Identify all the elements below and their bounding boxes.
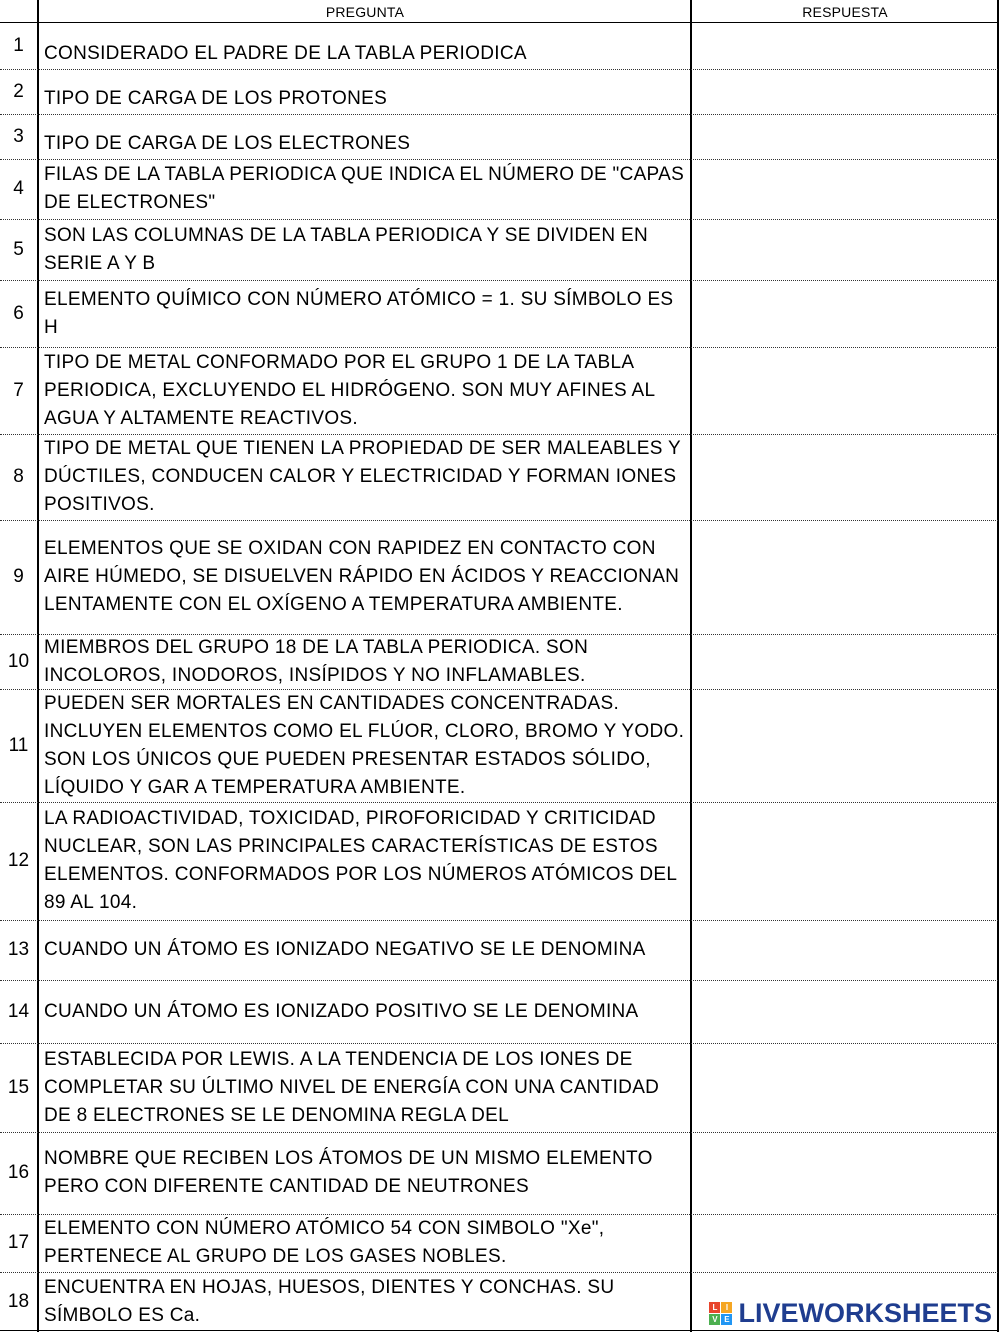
question-text [44,1043,690,1132]
answer-cell[interactable] [692,522,998,633]
answer-cell[interactable] [692,221,998,279]
question-number: 15 [7,1076,30,1098]
question-text-content: ESTABLECIDA POR LEWIS. A LA TENDENCIA DE LOS IONES DE COMPLETAR SU ÚLTIMO NIVEL DE ENERGÍA CON UNA CANTIDAD DE 8 ELECTRONES SE LE DENOMINA REGLA DEL [44,1048,660,1126]
question-text-content: PUEDEN SER MORTALES EN CANTIDADES CONCENTRADAS. INCLUYEN ELEMENTOS COMO EL FLÚOR, CLORO, BROMO Y YODO. SON LOS ÚNICOS QUE PUEDEN PRESENTAR ESTADOS SÓLIDO, LÍQUIDO Y GAR A TEMPERATURA AMBIENTE. [44,692,685,798]
question-text [44,802,690,920]
question-text [44,219,690,280]
logo-letter: E [721,1314,732,1325]
logo-letter: L [709,1302,720,1313]
question-text [44,1272,690,1332]
question-number: 2 [13,80,24,102]
question-text-content: ELEMENTO CON NÚMERO ATÓMICO 54 CON SIMBOLO "Xe", PERTENECE AL GRUPO DE LOS GASES NOBLES. [44,1218,605,1267]
question-text [44,1132,690,1214]
column-header-answer: RESPUESTA [802,4,888,20]
question-number: 10 [7,650,30,672]
question-text [44,980,690,1043]
row-divider [0,1330,998,1331]
question-number: 3 [13,125,24,147]
question-number: 16 [7,1162,30,1183]
question-text-content: FILAS DE LA TABLA PERIODICA QUE INDICA EL NÚMERO DE "CAPAS DE ELECTRONES" [44,164,685,213]
question-text [44,520,690,634]
liveworksheets-brand [705,1298,992,1328]
question-text-content: MIEMBROS DEL GRUPO 18 DE LA TABLA PERIODICA. SON INCOLOROS, INODOROS, INSÍPIDOS Y NO INFLAMABLES. [44,636,589,686]
answer-cell[interactable] [692,804,998,919]
question-number: 5 [13,238,24,260]
question-text [44,920,690,980]
question-text [44,1214,690,1272]
question-number: 14 [7,1000,30,1022]
answer-cell[interactable] [692,282,998,346]
answer-cell[interactable] [692,691,998,801]
brand-name: LIVEWORKSHEETS [738,1297,992,1328]
question-text-content: ELEMENTO QUÍMICO CON NÚMERO ATÓMICO = 1. SU SÍMBOLO ES H [44,288,674,338]
question-text-content: NOMBRE QUE RECIBEN LOS ÁTOMOS DE UN MISMO ELEMENTO PERO CON DIFERENTE CANTIDAD DE NEUTRONES [44,1148,653,1197]
answer-cell[interactable] [692,436,998,519]
question-text [44,347,690,434]
question-text-content: TIPO DE CARGA DE LOS PROTONES [44,88,388,109]
answer-cell[interactable] [692,24,998,68]
liveworksheets-logo-icon [709,1302,732,1325]
question-text-content: CONSIDERADO EL PADRE DE LA TABLA PERIODICA [44,43,527,64]
question-text-content: LA RADIOACTIVIDAD, TOXICIDAD, PIROFORICIDAD Y CRITICIDAD NUCLEAR, SON LAS PRINCIPALES CARACTERÍSTICAS DE ESTOS ELEMENTOS. CONFORMADOS POR LOS NÚMEROS ATÓMICOS DEL 89 AL 104. [44,808,677,913]
answer-cell[interactable] [692,1134,998,1213]
question-text [44,159,690,219]
question-number: 9 [13,566,24,587]
question-number: 11 [8,734,29,756]
column-header-question: PREGUNTA [325,4,405,20]
question-text-content: SON LAS COLUMNAS DE LA TABLA PERIODICA Y SE DIVIDEN EN SERIE A Y B [44,224,648,274]
question-number: 1 [13,34,24,56]
answer-cell[interactable] [692,922,998,979]
question-number: 7 [13,379,24,401]
answer-cell[interactable] [692,116,998,158]
question-text [44,434,690,520]
answer-cell[interactable] [692,636,998,688]
question-text [44,280,690,347]
question-number: 8 [13,466,24,487]
question-text [44,689,690,802]
answer-cell[interactable] [692,161,998,218]
question-text-content: ENCUENTRA EN HOJAS, HUESOS, DIENTES Y CONCHAS. SU SÍMBOLO ES Ca. [44,1277,615,1326]
answer-cell[interactable] [692,982,998,1042]
answer-cell[interactable] [692,1216,998,1271]
answer-cell[interactable] [692,71,998,113]
question-text-content: TIPO DE CARGA DE LOS ELECTRONES [44,133,411,154]
answer-cell[interactable] [692,349,998,433]
question-text-content: CUANDO UN ÁTOMO ES IONIZADO NEGATIVO SE LE DENOMINA [44,939,646,960]
question-number: 17 [7,1232,30,1253]
question-text [44,22,690,69]
question-number: 18 [7,1291,30,1312]
question-number: 4 [13,178,24,199]
question-text [44,69,690,114]
question-text-content: ELEMENTOS QUE SE OXIDAN CON RAPIDEZ EN CONTACTO CON AIRE HÚMEDO, SE DISUELVEN RÁPIDO EN ÁCIDOS Y REACCIONAN LENTAMENTE CON EL OXÍGENO A TEMPERATURA AMBIENTE. [44,538,680,615]
question-text-content: TIPO DE METAL CONFORMADO POR EL GRUPO 1 DE LA TABLA PERIODICA, EXCLUYENDO EL HIDRÓGENO. SON MUY AFINES AL AGUA Y ALTAMENTE REACTIVOS. [44,351,655,429]
question-text-content: CUANDO UN ÁTOMO ES IONIZADO POSITIVO SE LE DENOMINA [44,1000,639,1022]
question-number: 13 [7,939,30,960]
question-text-content: TIPO DE METAL QUE TIENEN LA PROPIEDAD DE SER MALEABLES Y DÚCTILES, CONDUCEN CALOR Y ELECTRICIDAD Y FORMAN IONES POSITIVOS. [44,438,681,515]
logo-letter: I [721,1302,732,1313]
logo-letter: V [709,1314,720,1325]
answer-cell[interactable] [692,1045,998,1131]
question-number: 12 [7,850,30,871]
question-text [44,114,690,159]
question-number: 6 [13,302,24,324]
question-text [44,634,690,689]
